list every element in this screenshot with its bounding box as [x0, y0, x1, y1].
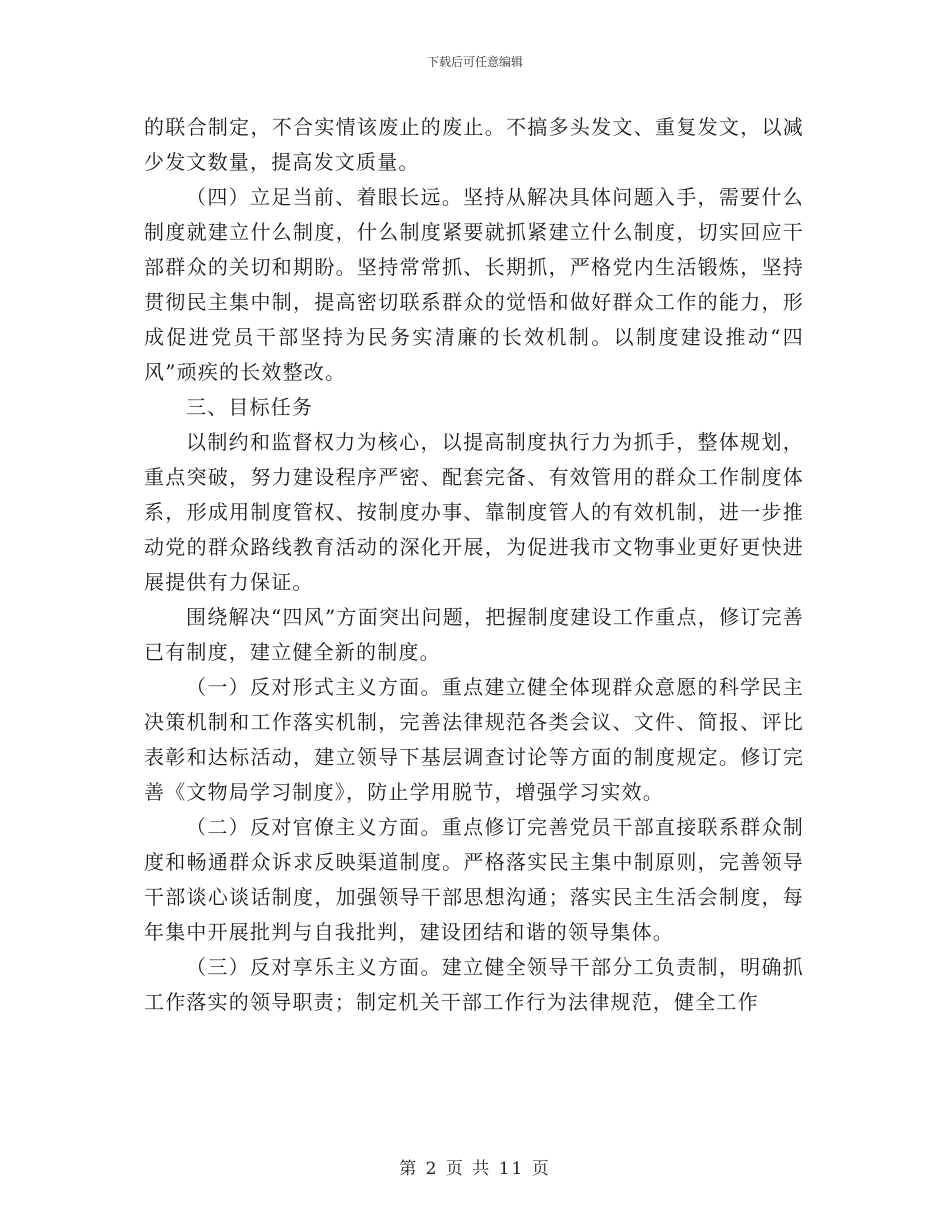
- paragraph-bureaucratism: （二）反对官僚主义方面。重点修订完善党员干部直接联系群众制度和畅通群众诉求反映渠道制度。严格落实民主集中制原则，完善领导干部谈心谈话制度，加强领导干部思想沟通；落实民主生活会制度，每年集中开展批判与自我批判，建设团结和谐的领导集体。: [144, 815, 804, 944]
- paragraph-item-4: （四）立足当前、着眼长远。坚持从解决具体问题入手，需要什么制度就建立什么制度，什么制度紧要就抓紧建立什么制度，切实回应干部群众的关切和期盼。坚持常常抓、长期抓，严格党内生活锻炼，坚持贯彻民主集中制，提高密切联系群众的觉悟和做好群众工作的能力，形成促进党员干部坚持为民务实清廉的长效机制。以制度建设推动“四风”顽疾的长效整改。: [144, 185, 804, 384]
- paragraph-continuation: 的联合制定，不合实情该废止的废止。不搞多头发文、重复发文，以减少发文数量，提高发文质量。: [144, 115, 804, 174]
- paragraph-formalism: （一）反对形式主义方面。重点建立健全体现群众意愿的科学民主决策机制和工作落实机制，完善法律规范各类会议、文件、简报、评比表彰和达标活动，建立领导下基层调查讨论等方面的制度规定。修订完善《文物局学习制度》，防止学用脱节，增强学习实效。: [144, 675, 804, 804]
- page-number-footer: 第 2 页 共 11 页: [399, 1159, 551, 1179]
- paragraph-hedonism: （三）反对享乐主义方面。建立健全领导干部分工负责制，明确抓工作落实的领导职责；制定机关干部工作行为法律规范，健全工作: [144, 955, 804, 1014]
- section-heading-targets: 三、目标任务: [186, 395, 314, 419]
- page-header-note: 下载后可任意编辑: [426, 55, 523, 69]
- paragraph-four-winds: 围绕解决“四风”方面突出问题，把握制度建设工作重点，修订完善已有制度，建立健全新的制度。: [144, 605, 804, 664]
- paragraph-targets-intro: 以制约和监督权力为核心，以提高制度执行力为抓手，整体规划，重点突破，努力建设程序严密、配套完备、有效管用的群众工作制度体系，形成用制度管权、按制度办事、靠制度管人的有效机制，进一步推动党的群众路线教育活动的深化开展，为促进我市文物事业更好更快进展提供有力保证。: [144, 430, 804, 594]
- document-body: [144, 110, 804, 1020]
